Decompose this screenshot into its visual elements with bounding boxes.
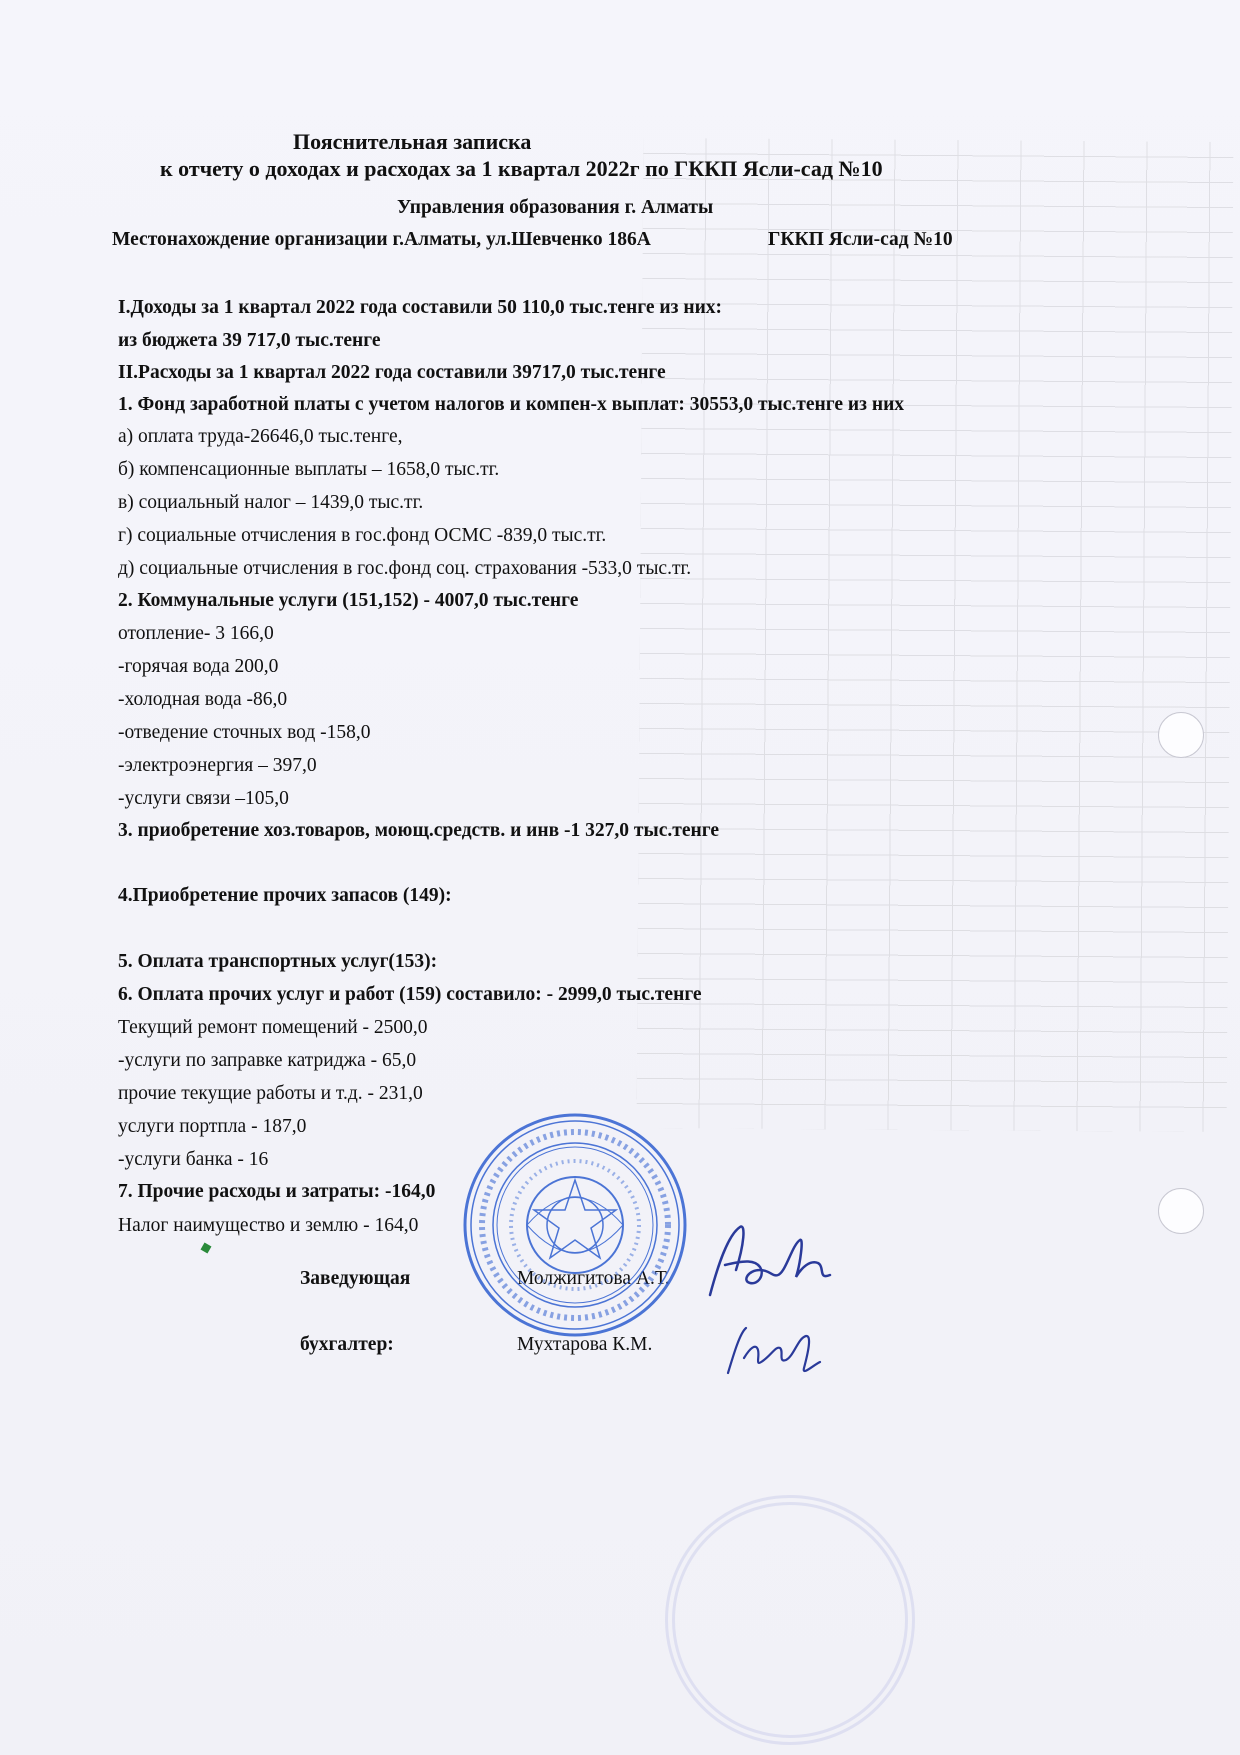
accountant-role-label: бухгалтер: bbox=[300, 1334, 394, 1355]
punch-hole bbox=[1158, 712, 1204, 758]
utilities-item: отопление- 3 166,0 bbox=[118, 623, 274, 644]
head-signature bbox=[700, 1215, 850, 1310]
utilities-item: -холодная вода -86,0 bbox=[118, 689, 288, 710]
other-services-heading: 6. Оплата прочих услуг и работ (159) составило: - 2999,0 тыс.тенге bbox=[118, 984, 702, 1005]
supplies-heading: 3. приобретение хоз.товаров, моющ.средств. и инв -1 327,0 тыс.тенге bbox=[118, 820, 719, 841]
utilities-item: -электроэнергия – 397,0 bbox=[118, 755, 317, 776]
other-services-item: -услуги по заправке катриджа - 65,0 bbox=[118, 1050, 417, 1071]
other-services-item: прочие текущие работы и т.д. - 231,0 bbox=[118, 1083, 423, 1104]
payroll-item: г) социальные отчисления в гос.фонд ОСМС -839,0 тыс.тг. bbox=[118, 525, 607, 546]
official-stamp bbox=[460, 1110, 690, 1340]
payroll-item: д) социальные отчисления в гос.фонд соц. страхования -533,0 тыс.тг. bbox=[118, 558, 692, 579]
location-line: Местонахождение организации г.Алматы, ул.Шевченко 186А bbox=[112, 229, 651, 250]
utilities-item: -отведение сточных вод -158,0 bbox=[118, 722, 371, 743]
document-subtitle: к отчету о доходах и расходах за 1 квартал 2022г по ГККП Ясли-сад №10 bbox=[160, 156, 883, 181]
payroll-item: а) оплата труда-26646,0 тыс.тенге, bbox=[118, 426, 403, 447]
expenses-line: II.Расходы за 1 квартал 2022 года составили 39717,0 тыс.тенге bbox=[118, 362, 666, 383]
utilities-heading: 2. Коммунальные услуги (151,152) - 4007,0 тыс.тенге bbox=[118, 590, 579, 611]
head-name: Молжигитова А.Т. bbox=[517, 1268, 670, 1289]
utilities-item: -горячая вода 200,0 bbox=[118, 656, 279, 677]
payroll-heading: 1. Фонд заработной платы с учетом налогов и компен-х выплат: 30553,0 тыс.тенге из них bbox=[118, 394, 905, 415]
other-services-item: Текущий ремонт помещений - 2500,0 bbox=[118, 1017, 428, 1038]
income-line: I.Доходы за 1 квартал 2022 года составили 50 110,0 тыс.тенге из них: bbox=[118, 297, 723, 318]
reverse-side-stamp-showthrough bbox=[665, 1495, 915, 1745]
payroll-item: в) социальный налог – 1439,0 тыс.тг. bbox=[118, 492, 424, 513]
payroll-item: б) компенсационные выплаты – 1658,0 тыс.тг. bbox=[118, 459, 500, 480]
reverse-side-table-showthrough bbox=[637, 138, 1234, 1132]
department-line: Управления образования г. Алматы bbox=[397, 197, 714, 218]
accountant-name: Мухтарова К.М. bbox=[517, 1334, 653, 1355]
head-role-label: Заведующая bbox=[300, 1268, 411, 1289]
punch-hole bbox=[1158, 1188, 1204, 1234]
other-services-item: -услуги банка - 16 bbox=[118, 1149, 269, 1170]
other-services-item: услуги портпла - 187,0 bbox=[118, 1116, 307, 1137]
other-stock-heading: 4.Приобретение прочих запасов (149): bbox=[118, 885, 452, 906]
transport-heading: 5. Оплата транспортных услуг(153): bbox=[118, 951, 438, 972]
utilities-item: -услуги связи –105,0 bbox=[118, 788, 289, 809]
ink-mark bbox=[201, 1243, 212, 1254]
other-expenses-item: Налог наимущество и землю - 164,0 bbox=[118, 1215, 419, 1236]
budget-line: из бюджета 39 717,0 тыс.тенге bbox=[118, 330, 381, 351]
organization-name: ГККП Ясли-сад №10 bbox=[768, 229, 953, 250]
other-expenses-heading: 7. Прочие расходы и затраты: -164,0 bbox=[118, 1181, 436, 1202]
accountant-signature bbox=[720, 1318, 830, 1388]
document-title: Пояснительная записка bbox=[293, 129, 532, 154]
